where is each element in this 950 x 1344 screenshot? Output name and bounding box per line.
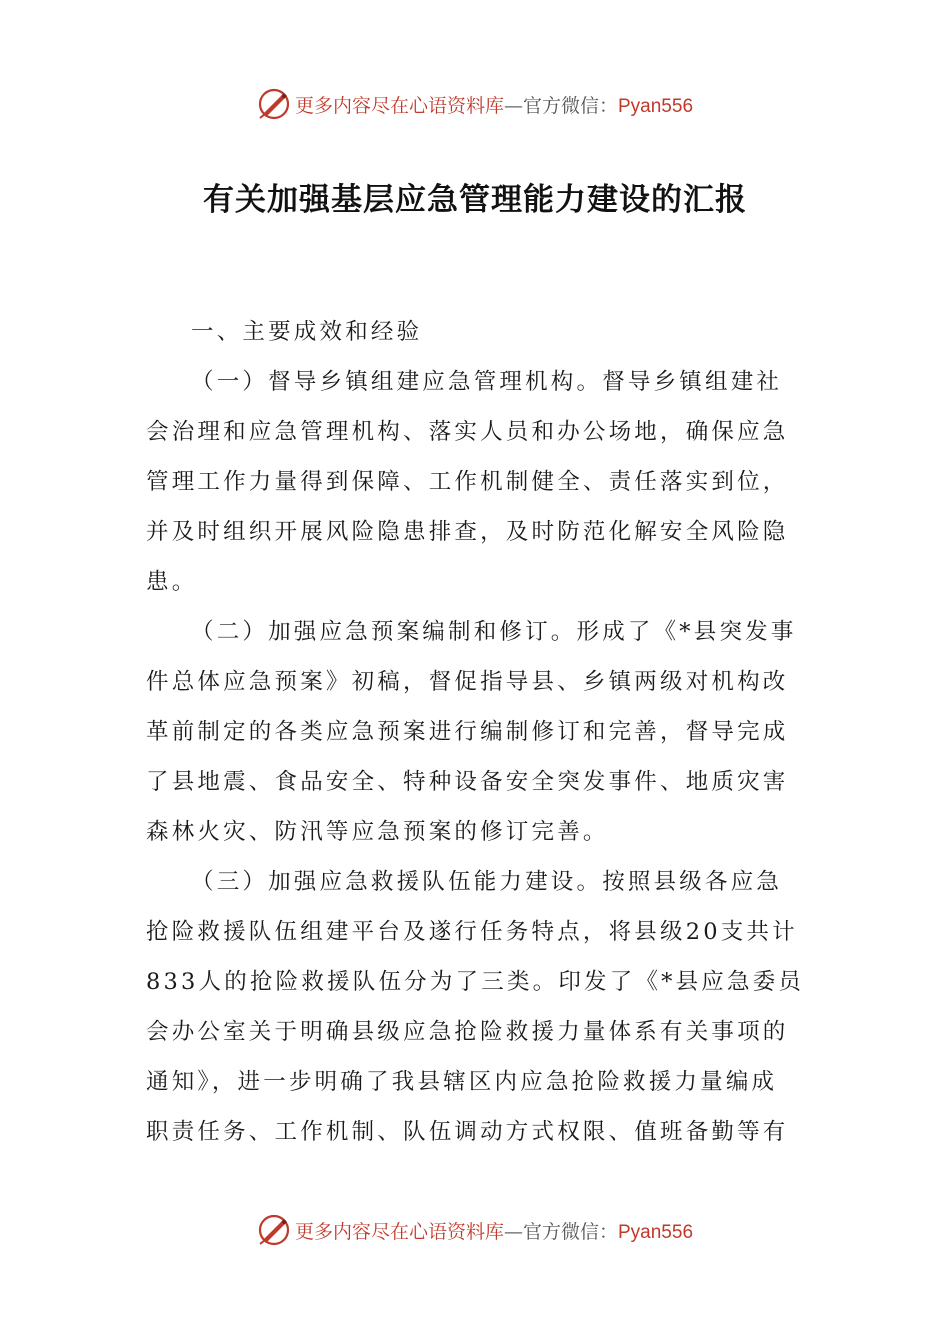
- banner-text: [295, 1217, 693, 1244]
- paragraph-1: [146, 357, 806, 607]
- header-banner: [0, 84, 950, 124]
- paragraph-line: 职责任务、工作机制、队伍调动方式权限、值班备勤等有: [146, 1119, 789, 1145]
- paragraph-line: 会办公室关于明确县级应急抢险救援力量体系有关事项的: [146, 1019, 789, 1045]
- document-body: [146, 307, 806, 1157]
- paragraph-line: （二）加强应急预案编制和修订。形成了《*县突发事: [191, 619, 797, 645]
- paragraph-line: （三）加强应急救援队伍能力建设。按照县级各应急: [191, 869, 783, 895]
- paragraph-line: 管理工作力量得到保障、工作机制健全、责任落实到位，: [146, 469, 789, 495]
- footer-banner: [0, 1210, 950, 1250]
- document-title: 有关加强基层应急管理能力建设的汇报: [203, 182, 747, 218]
- banner-wechat-id: Pyan556: [618, 1221, 694, 1243]
- paragraph-line: 通知》，进一步明确了我县辖区内应急抢险救援力量编成: [146, 1069, 778, 1095]
- banner-text: [295, 91, 693, 118]
- paragraph-line: 革前制定的各类应急预案进行编制修订和完善，督导完成: [146, 719, 789, 745]
- paragraph-line: 抢险救援队伍组建平台及遂行任务特点，将县级20支共计: [146, 919, 798, 945]
- paragraph-line: （一）督导乡镇组建应急管理机构。督导乡镇组建社: [191, 369, 783, 395]
- paragraph-line: 833人的抢险救援队伍分为了三类。印发了《*县应急委员: [146, 969, 805, 995]
- banner-wechat-label: 官方微信：: [522, 1220, 618, 1243]
- banner-wechat-id: Pyan556: [618, 95, 694, 117]
- paragraph-3: [146, 857, 806, 1157]
- banner-separator: —: [503, 1220, 523, 1243]
- paragraph-2: [146, 607, 806, 857]
- banner-main-text: 更多内容尽在心语资料库: [294, 94, 504, 117]
- banner-main-text: 更多内容尽在心语资料库: [294, 1220, 504, 1243]
- paragraph-line: 了县地震、食品安全、特种设备安全突发事件、地质灾害: [146, 769, 789, 795]
- pen-logo-icon: [257, 87, 291, 121]
- paragraph-line: 森林火灾、防汛等应急预案的修订完善。: [146, 819, 609, 845]
- banner-separator: —: [503, 94, 523, 117]
- section-heading: 一、主要成效和经验: [191, 319, 423, 345]
- paragraph-line: 患。: [146, 569, 198, 595]
- paragraph-line: 会治理和应急管理机构、落实人员和办公场地，确保应急: [146, 419, 789, 445]
- pen-logo-icon: [257, 1213, 291, 1247]
- paragraph-line: 件总体应急预案》初稿，督促指导县、乡镇两级对机构改: [146, 669, 789, 695]
- paragraph-line: 并及时组织开展风险隐患排查，及时防范化解安全风险隐: [146, 519, 789, 545]
- banner-wechat-label: 官方微信：: [522, 94, 618, 117]
